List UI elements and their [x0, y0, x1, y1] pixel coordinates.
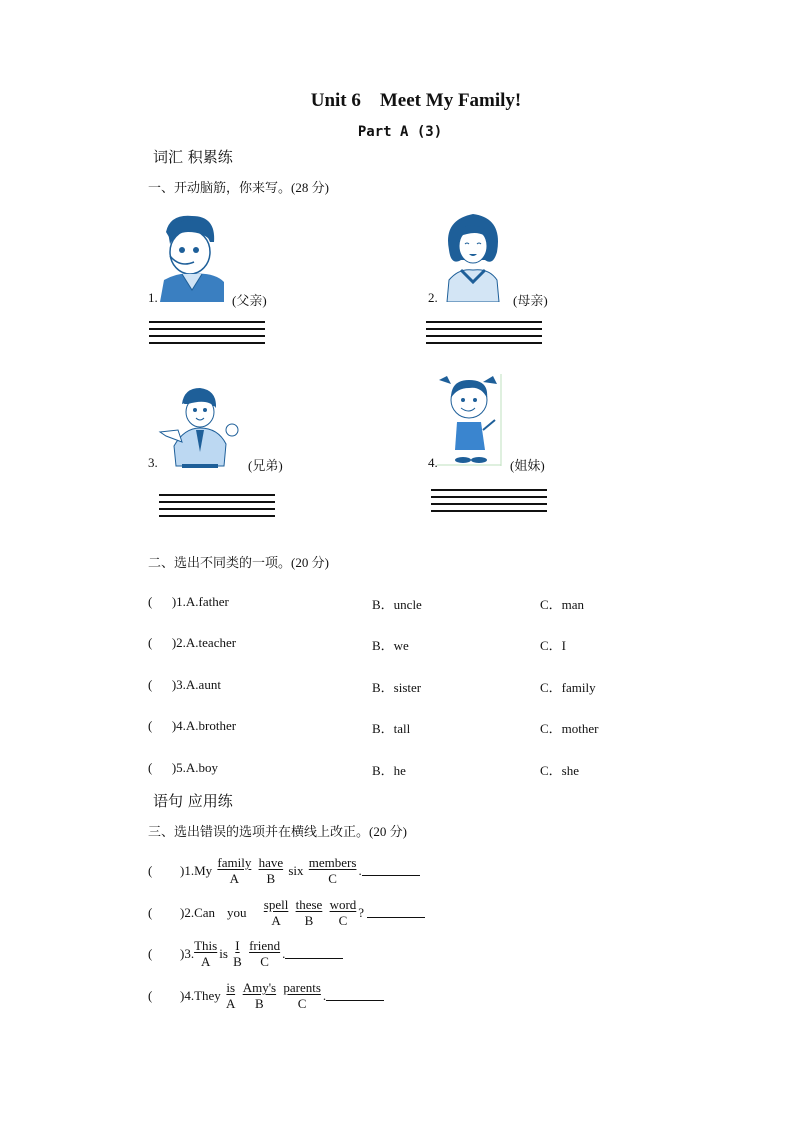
q3-item-4-end: . [322, 988, 327, 1003]
q2-item-5-a[interactable]: ( )5.A.boy [148, 760, 219, 775]
q3-item-4-option-c[interactable]: $\frac{\text{parents}}{C}$ [283, 980, 321, 1011]
q1-item-3-number: 3. [148, 455, 158, 470]
answer-paren[interactable]: ( [148, 905, 153, 920]
sentence-section-label: 语句 应用练 [153, 792, 233, 810]
q3-item-2-pre: you [227, 905, 247, 920]
q3-points: (20 分) [369, 824, 407, 839]
q1-item-1-hint: (父亲) [232, 293, 267, 308]
q3-item-2-num: )2.Can [180, 905, 216, 920]
q1-item-3-writing-lines[interactable] [159, 494, 275, 522]
page-title: Unit 6 Meet My Family! [310, 90, 522, 111]
q3-item-3-answer-blank[interactable] [285, 948, 343, 959]
q1-item-4-writing-lines[interactable] [431, 489, 547, 517]
q1-item-4-hint: (姐妹) [510, 458, 545, 473]
mother-cartoon-icon [443, 210, 503, 302]
q3-heading-text: 三、选出错误的选项并在横线上改正。 [148, 825, 370, 840]
q3-item-1-answer-blank[interactable] [362, 865, 420, 876]
q3-item-2-answer-blank[interactable] [367, 907, 425, 918]
answer-paren[interactable]: ( [148, 988, 153, 1003]
answer-paren[interactable]: ( [148, 863, 153, 878]
q3-item-3-num: )3. [180, 946, 195, 961]
q2-item-2-a[interactable]: ( )2.A.teacher [148, 635, 237, 650]
q3-item-3-option-b[interactable]: $\frac{I}{B}$ [233, 938, 242, 969]
q3-item-1-option-b[interactable]: $\frac{\text{have}}{B}$ [258, 855, 284, 886]
q1-item-3-hint: (兄弟) [248, 458, 283, 473]
sister-cartoon-icon [437, 374, 503, 466]
q3-item-4-option-b[interactable]: $\frac{\text{Amy's}}{B}$ [242, 980, 277, 1011]
q3-item-1 [148, 855, 420, 887]
q2-item-5-c[interactable]: C．she [540, 763, 580, 778]
q2-item-3-c[interactable]: C．family [540, 680, 596, 695]
q2-item-4-c[interactable]: C．mother [540, 721, 599, 736]
q2-item-5-b[interactable]: B．he [372, 763, 406, 778]
q3-item-4-option-a[interactable]: $\frac{is}{A}$ [226, 980, 236, 1011]
q3-item-4-num: )4.They [180, 988, 221, 1003]
q1-item-2-number: 2. [428, 290, 438, 305]
q1-points: (28 分) [291, 180, 329, 195]
q3-item-1-mid: six [288, 863, 304, 878]
q3-item-3-option-c[interactable]: $\frac{\text{friend}}{C}$ [249, 938, 281, 969]
q1-item-4-number: 4. [428, 455, 438, 470]
q2-item-2-b[interactable]: B．we [372, 638, 409, 653]
page-subtitle: Part A (3) [357, 124, 443, 140]
q3-item-3-option-a[interactable]: $\frac{\text{This}}{A}$ [194, 938, 218, 969]
q3-heading [148, 821, 407, 840]
q3-item-2-option-a[interactable]: $\frac{\text{spell}}{A}$ [263, 897, 289, 928]
q3-item-3-mid: is [219, 946, 228, 961]
q3-item-2-option-c[interactable]: $\frac{\text{word}}{C}$ [329, 897, 357, 928]
q2-item-2-c[interactable]: C．I [540, 638, 567, 653]
q3-item-4-answer-blank[interactable] [326, 990, 384, 1001]
q2-item-3-b[interactable]: B．sister [372, 680, 422, 695]
q3-item-2-option-b[interactable]: $\frac{\text{these}}{B}$ [295, 897, 323, 928]
q2-points: (20 分) [291, 555, 329, 570]
q2-item-1-c[interactable]: C．man [540, 597, 585, 612]
q2-heading [148, 552, 329, 571]
q2-heading-text: 二、选出不同类的一项。 [148, 556, 292, 571]
vocab-section-label: 词汇 积累练 [153, 148, 233, 166]
q2-item-3-a[interactable]: ( )3.A.aunt [148, 677, 221, 692]
q3-item-3 [148, 938, 343, 970]
q1-item-2-writing-lines[interactable] [426, 321, 542, 349]
q3-item-1-num: )1.My [180, 863, 213, 878]
q1-heading-text: 一、开动脑筋，你来写。 [148, 181, 292, 196]
q2-item-4-a[interactable]: ( )4.A.brother [148, 718, 237, 733]
q3-item-2-end: ? [358, 905, 365, 920]
q3-item-1-option-c[interactable]: $\frac{\text{members}}{C}$ [308, 855, 357, 886]
q3-item-4 [148, 980, 384, 1012]
q1-item-2-hint: (母亲) [513, 293, 548, 308]
answer-paren[interactable]: ( [148, 946, 153, 961]
q2-item-4-b[interactable]: B．tall [372, 721, 411, 736]
q1-heading [148, 177, 329, 196]
q2-item-1-b[interactable]: B．uncle [372, 597, 422, 612]
q1-item-1-number: 1. [148, 290, 158, 305]
q3-item-3-end: . [282, 946, 286, 961]
father-cartoon-icon [158, 212, 226, 302]
brother-cartoon-icon [158, 386, 242, 470]
q3-item-2 [148, 897, 425, 929]
q3-item-1-option-a[interactable]: $\frac{\text{family}}{A}$ [217, 855, 252, 886]
q2-item-1-a[interactable]: ( )1.A.father [148, 594, 229, 609]
q3-item-1-end: . [358, 863, 362, 878]
q1-item-1-writing-lines[interactable] [149, 321, 265, 349]
